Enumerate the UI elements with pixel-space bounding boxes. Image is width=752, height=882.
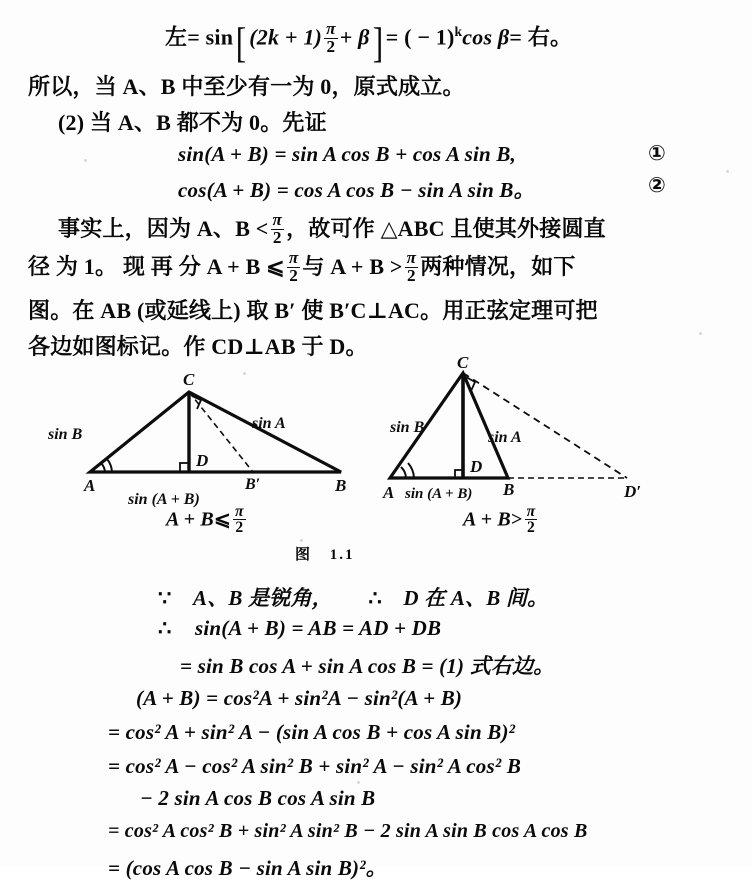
fraction-numerator: π	[526, 503, 536, 520]
left-case-sum: A + B	[166, 508, 214, 531]
paragraph-construction-line-4: 各边如图标记。作 CD⊥AB 于 D。	[28, 334, 368, 359]
side-label-right-sinA: sin A	[252, 415, 286, 432]
fraction-denominator: 2	[407, 266, 416, 286]
angle-arc-A-inner	[401, 467, 406, 478]
vertex-label-A: A	[383, 483, 395, 502]
right-case-label	[463, 504, 539, 536]
inner-expression: (2k + 1)	[249, 24, 323, 50]
vertex-label-A: A	[84, 476, 96, 495]
equals-minus-one: = ( − 1)	[385, 24, 455, 50]
cos-beta: cos β	[462, 24, 510, 50]
left-case-relation: ⩽	[213, 508, 231, 531]
figure-caption-label: 图	[295, 547, 313, 563]
scan-speck	[243, 372, 246, 375]
derivation-line-1: (A + B) = cos²A + sin²A − sin²(A + B)	[136, 686, 463, 710]
therefore-symbol: ∴	[368, 586, 382, 610]
pi-over-two-fraction-3	[287, 250, 301, 285]
left-triangle-svg	[0, 360, 370, 510]
fraction-numerator: π	[326, 18, 336, 38]
left-side-cjk: 左	[165, 24, 188, 50]
construction-text-b: ，故可作 △ABC 且使其外接圆直	[286, 216, 606, 241]
paragraph-conclusion-zero-case: 所以，当 A、B 中至少有一为 0，原式成立。	[28, 74, 465, 99]
construction-text-a: 事实上，因为 A、B <	[58, 216, 269, 241]
conclusion-text-a: A、B 是锐角，	[193, 586, 333, 610]
paragraph-construction-line-2	[28, 250, 576, 285]
vertex-label-B: B	[503, 480, 515, 499]
fraction-numerator: π	[288, 248, 299, 268]
scan-speck	[357, 781, 360, 784]
display-equation-line-1	[165, 20, 572, 68]
fraction-denominator: 2	[289, 266, 298, 286]
fraction-denominator: 2	[272, 228, 282, 248]
bracket-open: [	[235, 21, 247, 67]
plus-beta: + β	[339, 24, 370, 50]
derivation-line-4: − 2 sin A cos B cos A sin B	[140, 786, 376, 810]
cases-text-c: 两种情况，如下	[420, 254, 576, 279]
scan-speck	[300, 539, 303, 542]
derivation-line-6: = (cos A cos B − sin A sin B)²。	[108, 856, 387, 880]
conclusion-line-2	[158, 616, 441, 641]
right-case-fraction	[525, 504, 538, 536]
equation-number-2: ②	[648, 173, 666, 197]
conclusion-line-1	[158, 582, 548, 612]
cases-text-a: 径 为 1。 现 再 分 A + B ⩽	[28, 254, 285, 279]
right-case-sum: A + B	[463, 508, 511, 531]
side-label-base-sin-sum: sin (A + B)	[128, 491, 200, 508]
figure-right-diagram	[370, 353, 752, 510]
equation-cos-sum: cos(A + B) = cos A cos B − sin A sin B。	[178, 178, 535, 202]
fraction-denominator: 2	[526, 519, 535, 537]
equals-sin: = sin	[187, 24, 234, 50]
conclusion-line-3: = sin B cos A + sin A cos B = (1) 式右边。	[180, 654, 555, 678]
scan-speck	[699, 332, 702, 335]
vertex-label-B-prime: B′	[245, 476, 261, 493]
pi-over-two-fraction	[324, 18, 338, 56]
triangle-outline	[90, 392, 341, 472]
equation-sin-sum: sin(A + B) = sin A cos B + cos A sin B,	[178, 142, 516, 166]
bracket-close: ]	[372, 21, 383, 67]
scan-speck	[726, 170, 729, 173]
exponent-k: k	[454, 24, 463, 40]
side-label-left-sinB: sin B	[48, 426, 83, 443]
left-case-fraction	[233, 504, 246, 536]
right-triangle-svg	[370, 353, 752, 510]
conclusion-text-b: D 在 A、B 间。	[403, 586, 549, 610]
paragraph-construction-line-3: 图。在 AB (或延线上) 取 B′ 使 B′C⊥AC。用正弦定理可把	[28, 298, 598, 323]
equals-right-side-cjk: = 右。	[509, 24, 573, 50]
angle-arc-A	[408, 463, 414, 478]
angle-arc-A	[107, 459, 112, 472]
left-case-label	[166, 504, 248, 536]
derivation-line-3: = cos² A − cos² A sin² B + sin² A − sin² A cos² B	[108, 754, 522, 778]
therefore-symbol-2: ∴	[158, 616, 172, 640]
pi-over-two-fraction-4	[405, 250, 419, 285]
vertex-label-D: D	[470, 457, 483, 476]
fraction-denominator: 2	[326, 36, 336, 56]
dashed-segment-C-Dprime	[463, 373, 627, 478]
paragraph-construction-line-1	[58, 212, 606, 247]
fraction-numerator: π	[272, 210, 283, 230]
fraction-denominator: 2	[235, 519, 244, 537]
figure-caption-number: 1.1	[329, 547, 355, 563]
fraction-numerator: π	[234, 503, 244, 520]
conclusion-equation-ab: sin(A + B) = AB = AD + DB	[195, 616, 442, 640]
figure-left-diagram	[0, 360, 370, 510]
cases-text-b: 与 A + B >	[302, 254, 403, 279]
vertex-label-C: C	[183, 370, 195, 389]
scan-speck	[84, 159, 87, 162]
vertex-label-B: B	[335, 476, 347, 495]
side-label-base-sin-sum: sin (A + B)	[405, 486, 473, 502]
derivation-line-5: = cos² A cos² B + sin² A sin² B − 2 sin A sin B cos A cos B	[108, 820, 588, 842]
side-label-right-sinA: sin A	[488, 429, 522, 446]
derivation-line-2: = cos² A + sin² A − (sin A cos B + cos A sin B)²	[108, 720, 516, 744]
side-label-left-sinB: sin B	[390, 419, 425, 436]
because-symbol: ∵	[158, 586, 172, 610]
right-case-relation: >	[510, 508, 523, 531]
paragraph-step-two: (2) 当 A、B 都不为 0。先证	[58, 110, 327, 135]
fraction-numerator: π	[406, 248, 417, 268]
vertex-label-D: D	[196, 451, 209, 470]
equation-number-1: ①	[648, 141, 666, 165]
vertex-label-C: C	[457, 353, 469, 372]
figure-caption	[295, 543, 355, 564]
pi-over-two-fraction-2	[271, 212, 285, 247]
vertex-label-D-prime: D′	[624, 482, 642, 501]
